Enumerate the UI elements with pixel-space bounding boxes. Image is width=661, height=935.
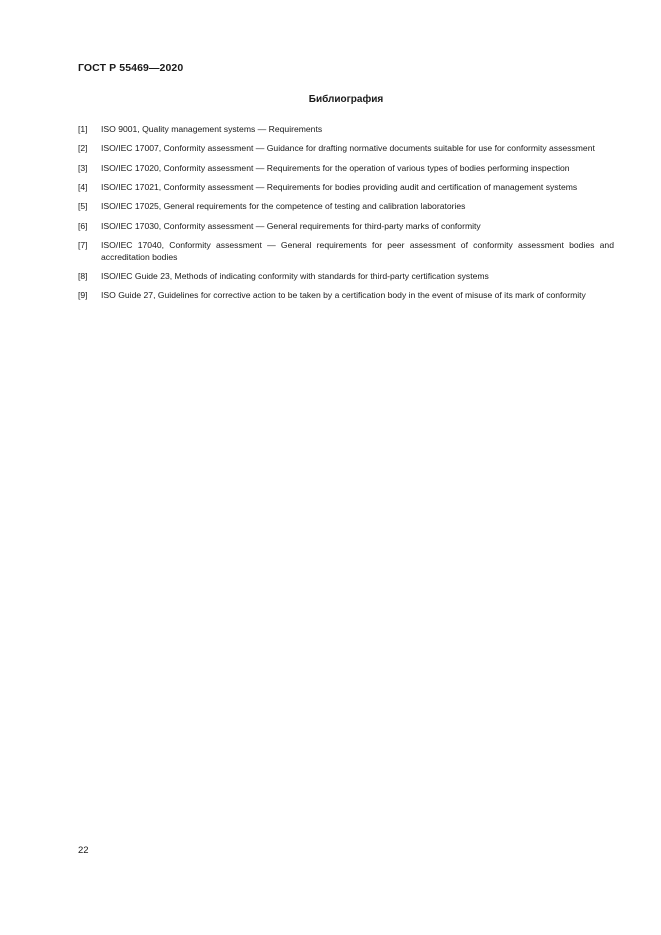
reference-text: ISO/IEC Guide 23, Methods of indicating conformity with standards for third-party certification systems <box>101 270 489 281</box>
reference-number: [9] <box>78 290 88 301</box>
reference-number: [2] <box>78 143 88 154</box>
reference-number: [5] <box>78 201 88 212</box>
reference-number: [7] <box>78 240 88 251</box>
reference-item <box>78 201 614 213</box>
reference-list <box>78 124 614 309</box>
reference-text: ISO/IEC 17030, Conformity assessment — General requirements for third-party marks of conformity <box>101 220 481 231</box>
reference-item <box>78 290 614 302</box>
reference-item <box>78 240 614 263</box>
reference-item <box>78 163 614 175</box>
reference-text: ISO/IEC 17021, Conformity assessment — Requirements for bodies providing audit and certification of management systems <box>101 181 578 192</box>
bibliography-title: Библиография <box>308 94 384 105</box>
reference-text: ISO/IEC 17007, Conformity assessment — Guidance for drafting normative documents suitable for use for conformity assessment <box>101 143 595 154</box>
reference-item <box>78 271 614 283</box>
reference-number: [4] <box>78 181 88 192</box>
reference-number: [1] <box>78 124 88 134</box>
reference-text: ISO/IEC 17040, Conformity assessment — General requirements for peer assessment of conformity assessment bodies and accreditation bodies <box>101 240 614 262</box>
page-number: 22 <box>78 845 89 856</box>
reference-number: [8] <box>78 270 88 281</box>
reference-text: ISO/IEC 17020, Conformity assessment — Requirements for the operation of various types of bodies performing inspection <box>101 162 570 173</box>
reference-item <box>78 124 614 136</box>
reference-item <box>78 143 614 155</box>
standard-designation: ГОСТ Р 55469—2020 <box>78 62 184 74</box>
reference-text: ISO Guide 27, Guidelines for corrective action to be taken by a certification body in the event of misuse of its mark of conformity <box>101 290 586 301</box>
reference-number: [6] <box>78 220 88 231</box>
reference-text: ISO/IEC 17025, General requirements for the competence of testing and calibration laboratories <box>101 201 466 212</box>
reference-text: ISO 9001, Quality management systems — Requirements <box>101 124 323 134</box>
reference-number: [3] <box>78 162 88 173</box>
reference-item <box>78 221 614 233</box>
reference-item <box>78 182 614 194</box>
